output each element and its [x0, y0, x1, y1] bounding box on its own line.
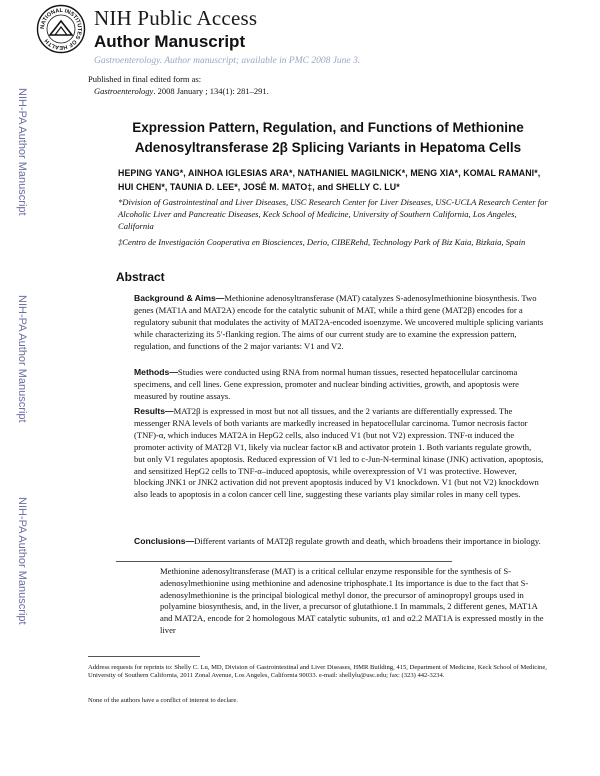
abstract-conclusions	[134, 536, 544, 548]
logo-ring-text: NATIONAL INSTITUTES OF HEALTH	[39, 7, 83, 51]
author-manuscript-label: Author Manuscript	[94, 32, 246, 51]
citation	[94, 86, 269, 96]
background-label: Background & Aims—	[134, 293, 225, 303]
background-text: Methionine adenosyltransferase (MAT) catalyzes S-adenosylmethionine biosynthesis. Two genes (MAT1A and MAT2A) encode for the catalytic subunit of MAT, while a third gene (MAT2β) encodes for a regulatory subunit that modulates the activity of MAT2A-encoded isoenzyme. We uncovered multiple splicing variants while characterizing its 5′-flanking region. The aims of our current study are to examine the expression pattern, regulation, and functions of the 2 major variants: V1 and V2.	[134, 293, 544, 351]
methods-text: Studies were conducted using RNA from normal human tissues, resected hepatocellular carcinoma specimens, and cell lines. Gene expression, promoter and nuclear binding activities, growth, and apoptosis were measured by routine assays.	[134, 367, 519, 401]
sidebar-label-middle: NIH-PA Author Manuscript	[16, 295, 28, 423]
sidebar-label-bottom: NIH-PA Author Manuscript	[16, 497, 28, 625]
correspondence-footnote: Address requests for reprints to: Shelly C. Lu, MD, Division of Gastrointestinal and Liver Diseases, HMR Building, 415, Department of Medicine, Keck School of Medicine, University of Southern California, 2011 Zonal Avenue, Los Angeles, California 90033. e-mail: shellylu@usc.edu; fax: (323) 442-3234.	[88, 664, 547, 680]
intro-paragraph: Methionine adenosyltransferase (MAT) is a critical cellular enzyme responsible for the synthesis of S-adenosylmethionine using methionine and adenosine triphosphate.1 Its importance is due to the fact that S-adenosylmethionine is the principal biological methyl donor, the precursor of aminopropyl groups used in polyamine biosynthesis, and, in the liver, a precursor of glutathione.1 In mammals, 2 different genes, MAT1A and MAT2A, encode for 2 homologous MAT catalytic subunits, α1 and α2.2 MAT1A is expressed mostly in the liver	[160, 566, 544, 635]
nih-seal-logo	[36, 4, 86, 54]
abstract-background	[134, 293, 544, 353]
results-label: Results—	[134, 406, 174, 416]
footnote-divider	[88, 656, 200, 657]
article-title	[118, 118, 538, 158]
affiliation-usc: *Division of Gastrointestinal and Liver Diseases, USC Research Center for Liver Diseases, USC-UCLA Research Center for Alcoholic Liver and Pancreatic Diseases, Keck School of Medicine, University of Southern California, Los Angeles, California	[118, 197, 548, 231]
methods-label: Methods—	[134, 367, 178, 377]
abstract-results	[134, 406, 544, 501]
conflict-footnote: None of the authors have a conflict of interest to declare.	[88, 697, 238, 704]
abstract-heading: Abstract	[116, 270, 165, 284]
abstract-methods	[134, 367, 544, 403]
journal-availability-line: Gastroenterology. Author manuscript; available in PMC 2008 June 3.	[94, 56, 361, 66]
published-label: Published in final edited form as:	[88, 74, 202, 84]
article-title-line-1: Expression Pattern, Regulation, and Functions of Methionine	[132, 120, 524, 135]
conclusions-text: Different variants of MAT2β regulate growth and death, which broadens their importance in biology.	[194, 536, 541, 546]
citation-journal: Gastroenterology	[94, 86, 154, 96]
results-text: MAT2β is expressed in most but not all tissues, and the 2 variants are differentially expressed. The messenger RNA levels of both variants are markedly increased in hepatocellular carcinoma. Tumor necrosis factor (TNF)-α, which induces MAT2A in HepG2 cells, also induced V1 (but not V2) expression. TNF-α induced the promoter activity of MAT2β V1, likely via nuclear factor κB and activator protein 1. Both variants regulate growth, but only V1 regulates apoptosis. Reduced expression of V1 led to c-Jun-N-terminal kinase (JNK) activation, apoptosis, and sensitized HepG2 cells to TNF-α–induced apoptosis, while overexpression of V1 was protective. However, blocking JNK1 or JNK2 activation did not prevent apoptosis induced by V1 knockdown. V1 (but not V2) knockdown also leads to apoptosis in a colon cancer cell line, suggesting these variants play similar roles in many cell types.	[134, 406, 544, 500]
affiliation-cic: ‡Centro de Investigación Cooperativa en Biosciences, Derio, CIBERehd, Technology Park of Biz Kaia, Bizkaia, Spain	[118, 237, 526, 247]
nih-public-access-title: NIH Public Access	[94, 6, 258, 30]
citation-details: . 2008 January ; 134(1): 281–291.	[153, 86, 269, 96]
abstract-divider	[116, 561, 452, 562]
author-list: HEPING YANG*, AINHOA IGLESIAS ARA*, NATHANIEL MAGILNICK*, MENG XIA*, KOMAL RAMANI*, HUI CHEN*, TAUNIA D. LEE*, JOSÉ M. MATO‡, and SHELLY C. LU*	[118, 168, 541, 192]
svg-text:NATIONAL INSTITUTES OF HEALTH	[40, 8, 82, 50]
sidebar-label-top: NIH-PA Author Manuscript	[16, 88, 28, 216]
article-title-line-2: Adenosyltransferase 2β Splicing Variants in Hepatoma Cells	[134, 140, 522, 155]
conclusions-label: Conclusions—	[134, 536, 195, 546]
